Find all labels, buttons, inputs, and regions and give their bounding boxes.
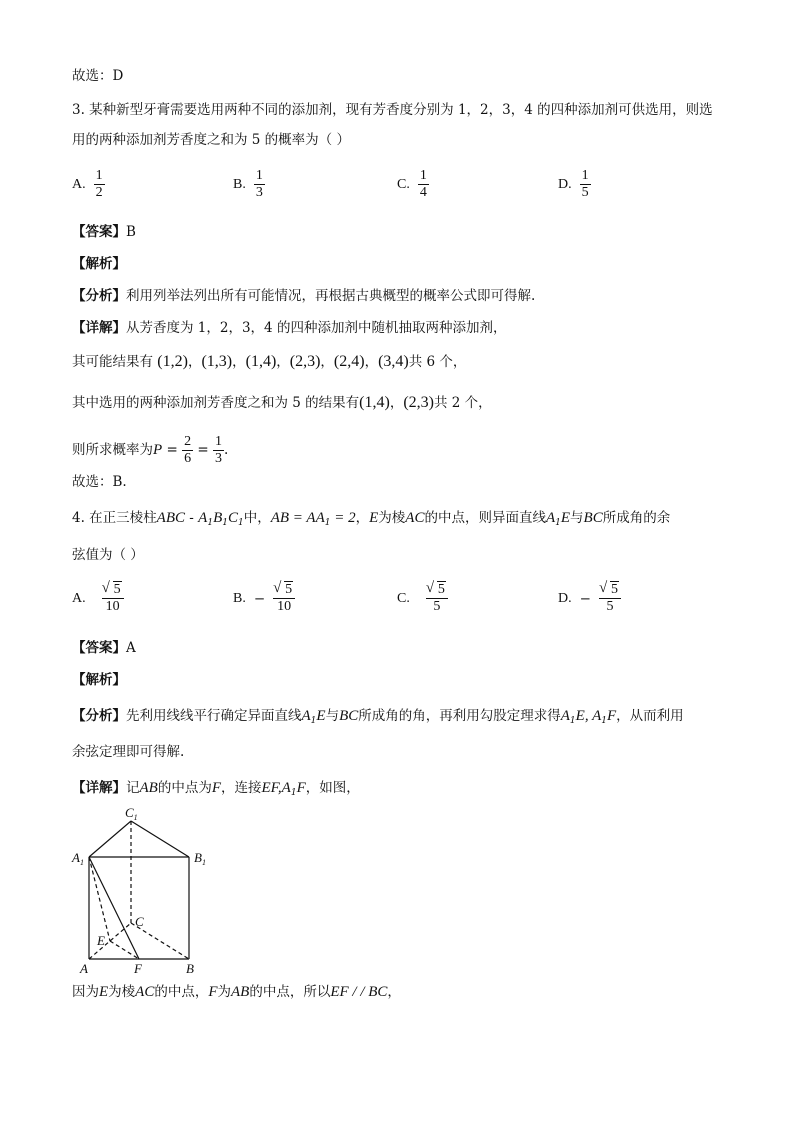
q3-option-b-frac: $\frac{1}{3}$ [255,168,263,200]
q3-option-d: D. $\frac{1}{5}$ [558,168,589,200]
segment-a1-e [89,857,110,941]
q3-option-a: A. $\frac{1}{2}$ [72,168,103,200]
q3-stem-line1: 3. 某种新型牙膏需要选用两种不同的添加剂，现有芳香度分别为 1，2，3，4 的四种添加剂可供选用，则选 [72,102,713,118]
q3-probability: 则所求概率为P = $\frac{2}{6}$ = $\frac{1}{3}$ . [72,434,229,466]
q3-stem-line2: 用的两种添加剂芳香度之和为 5 的概率为（ ） [72,132,350,148]
q4-stem-line1: 4. 在正三棱柱ABC - $A_1B_1C_1$中，AB = $AA_1 = 2$，E为棱AC的中点，则异面直线$A_1E$与BC所成角的余 [72,510,671,528]
q3-sum5: 其中选用的两种添加剂芳香度之和为 5 的结果有(1,4)，(2,3)共 2 个， [72,394,492,411]
q3-xiangjie: 【详解】从芳香度为 1，2，3，4 的四种添加剂中随机抽取两种添加剂， [72,320,507,336]
q3-option-d-frac: $\frac{1}{5}$ [581,168,589,200]
q4-option-a: A. √ $\frac{5}{10}$ [72,582,124,615]
edge-a1-c1 [89,821,131,857]
q4-fenxi-line2: 余弦定理即可得解. [72,744,185,760]
label-f: F [134,961,142,976]
label-b1: $B_1$ [194,850,206,867]
q3-option-b: B. $\frac{1}{3}$ [233,168,263,200]
q4-option-c: C. √ $\frac{5}{5}$ [397,582,448,615]
label-a: A [80,961,88,976]
q4-analysis-tag: 【解析】 [72,672,126,688]
q3-results: 其可能结果有 (1,2)，(1,3)，(1,4)，(2,3)，(2,4)，(3,4)共 6 个， [72,353,467,370]
q4-option-d: D. − √ $\frac{5}{5}$ [558,582,621,615]
q3-option-c: C. $\frac{1}{4}$ [397,168,427,200]
label-a1: $A_1$ [72,850,84,867]
q3-analysis-tag: 【解析】 [72,256,126,272]
edge-c1-b1 [131,821,189,857]
q4-xiangjie: 【详解】记AB的中点为F，连接$EF,A_1F$，如图， [72,780,360,798]
prism-figure [70,805,220,980]
q3-answer: 【答案】B [72,224,136,240]
prev-answer: 故选：D [72,68,124,84]
q4-stem-line2: 弦值为（ ） [72,547,144,563]
q4-last-line: 因为E为棱AC的中点，F为AB的中点，所以EF / / BC， [72,984,401,1000]
q4-answer: 【答案】A [72,640,136,656]
q3-fenxi: 【分析】利用列举法列出所有可能情况，再根据古典概型的概率公式即可得解. [72,288,536,304]
q3-conclusion: 故选：B. [72,474,127,490]
q4-fenxi: 【分析】先利用线线平行确定异面直线$A_1E$与BC所成角的角，再利用勾股定理求得$A_1E$, $A_1F$，从而利用 [72,708,684,726]
label-c: C [135,914,144,929]
q3-option-c-frac: $\frac{1}{4}$ [419,168,427,200]
q4-option-b: B. − √ $\frac{5}{10}$ [233,582,295,615]
label-b: B [186,961,194,976]
label-e: E [97,933,105,948]
label-c1: $C_1$ [125,805,138,822]
q3-option-a-frac: $\frac{1}{2}$ [95,168,103,200]
